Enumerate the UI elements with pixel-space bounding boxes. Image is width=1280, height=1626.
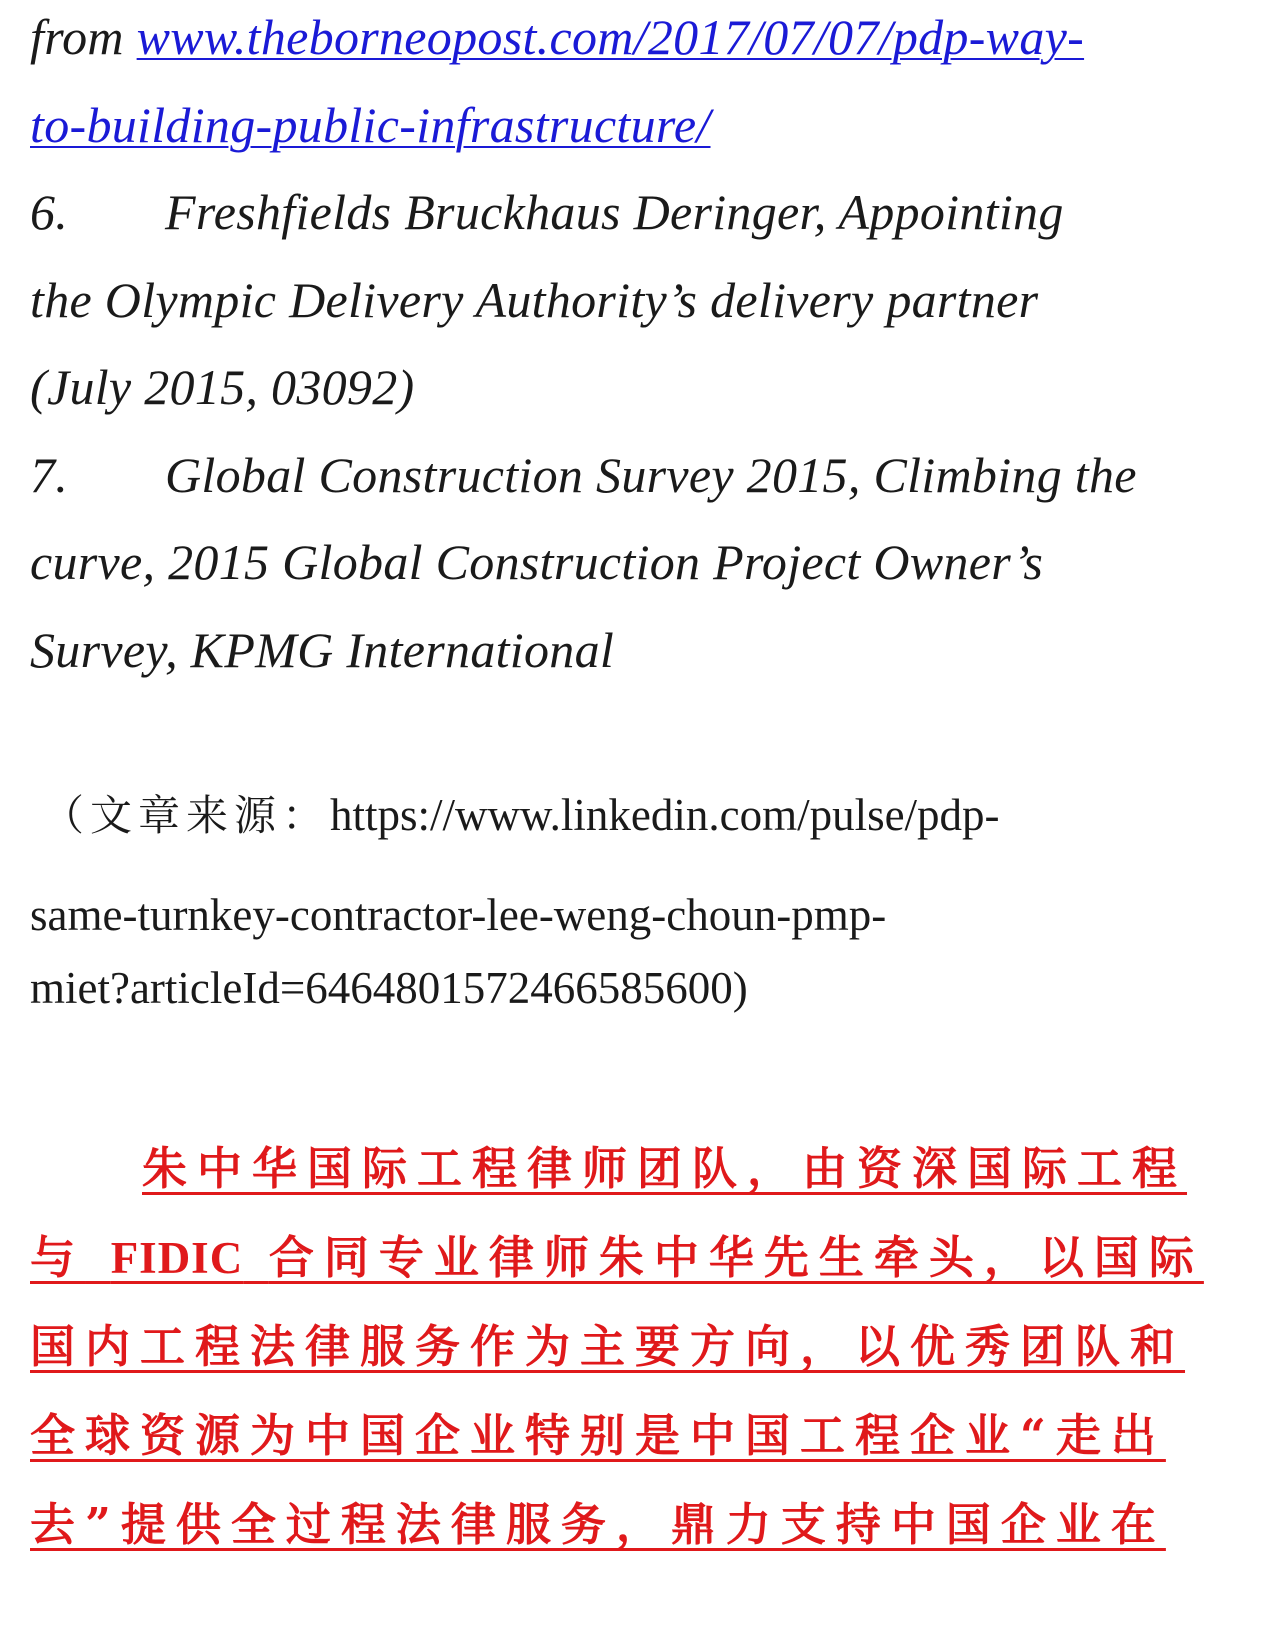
source-line2: [30, 890, 887, 940]
promo-line3: [30, 1320, 1186, 1373]
promo-text-line2c: 合同专业律师朱中华先生牵头，以国际: [268, 1231, 1204, 1284]
promo-text-line1: 朱中华国际工程律师团队，由资深国际工程: [142, 1142, 1188, 1195]
promo-line5: [30, 1498, 1166, 1551]
ref5-line1: [30, 9, 1085, 65]
promo-line1: [142, 1142, 1188, 1195]
ref5-prefix: from: [30, 9, 124, 65]
ref5-line2: [30, 97, 711, 153]
source-url-part1: https://www.linkedin.com/pulse/pdp-: [330, 790, 1000, 840]
promo-text-line4: 全球资源为中国企业特别是中国工程企业“走出: [30, 1409, 1166, 1462]
ref6-line1: [30, 184, 1064, 240]
ref7-text-line2: curve, 2015 Global Construction Project Owner’s: [30, 534, 1044, 590]
source-label: （文章来源：: [42, 791, 331, 840]
ref7-line2: [30, 534, 1044, 590]
ref7-text-line1: Global Construction Survey 2015, Climbing the: [165, 447, 1137, 503]
promo-line2: [30, 1231, 1204, 1284]
ref7-line3: [30, 622, 615, 678]
ref6-text-line2: the Olympic Delivery Authority’s delivery partner: [30, 272, 1039, 328]
source-line1: [42, 790, 1000, 840]
source-url-part2: same-turnkey-contractor-lee-weng-choun-pmp-: [30, 890, 887, 940]
ref6-number: 6.: [30, 184, 69, 240]
promo-text-line5: 去”提供全过程法律服务，鼎力支持中国企业在: [30, 1498, 1166, 1551]
promo-text-line2b: FIDIC: [110, 1233, 244, 1283]
source-line3: [30, 963, 748, 1013]
ref7-number: 7.: [30, 447, 69, 503]
ref6-text-line1: Freshfields Bruckhaus Deringer, Appointing: [165, 184, 1064, 240]
ref7-line1: [30, 447, 1137, 503]
ref5-link-part2[interactable]: to-building-public-infrastructure/: [30, 97, 711, 153]
ref5-link-part1[interactable]: www.theborneopost.com/2017/07/07/pdp-way-: [136, 9, 1085, 65]
ref7-text-line3: Survey, KPMG International: [30, 622, 615, 678]
promo-text-line2a: 与: [30, 1231, 86, 1284]
source-url-part3: miet?articleId=6464801572466585600): [30, 963, 748, 1013]
promo-line4: [30, 1409, 1166, 1462]
promo-text-line3: 国内工程法律服务作为主要方向，以优秀团队和: [30, 1320, 1186, 1373]
ref6-line3: [30, 359, 415, 415]
ref6-line2: [30, 272, 1039, 328]
ref6-text-line3: (July 2015, 03092): [30, 359, 415, 415]
